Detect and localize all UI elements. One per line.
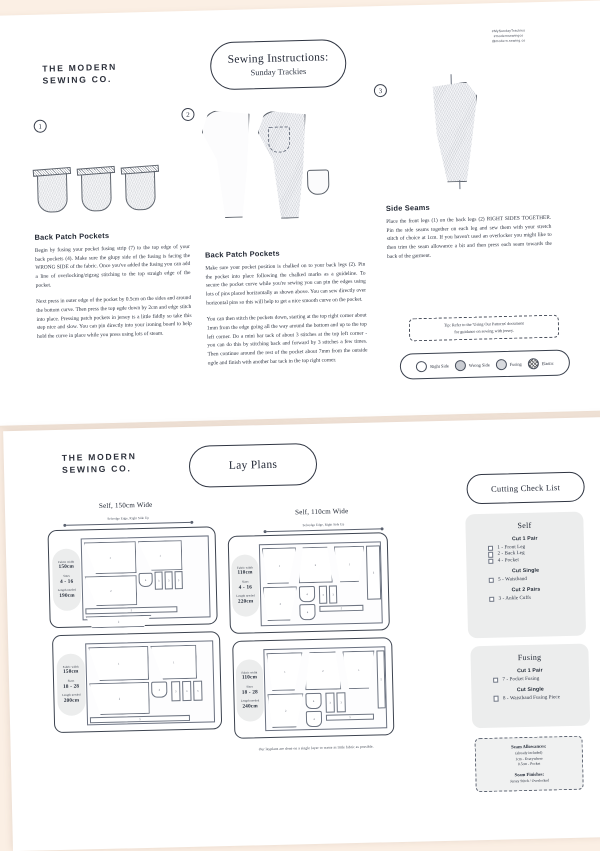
layplan-title: Lay Plans: [228, 458, 278, 472]
layplan-2-sizes-key: Sizes: [241, 579, 249, 584]
right-side-swatch-icon: [416, 360, 427, 371]
layplan-4-length-value: 240cm: [242, 703, 258, 710]
fusing-band-a: [33, 167, 71, 177]
pattern-piece-1f: 3: [164, 571, 172, 589]
fabric-legend: [400, 349, 571, 379]
layplan-3-length-group: [62, 694, 81, 705]
checklist-title-pill: [466, 472, 585, 505]
legend-item-fusing: [496, 358, 522, 370]
title-pill: [210, 39, 347, 90]
layplan-3-sizes-group: [63, 679, 79, 690]
legend-item-elastic: [528, 357, 554, 369]
layplan-panel-3: [52, 631, 222, 733]
pattern-piece-2i: 5: [319, 605, 363, 612]
checkbox-icon[interactable]: [488, 559, 494, 565]
checklist-item-label: 1 - Front Leg: [497, 544, 526, 551]
layplan-4-sizes-group: [242, 685, 258, 696]
layplan-brand-line-1: THE MODERN: [61, 451, 137, 463]
layplan-1-length-key: Length needed: [57, 587, 77, 593]
checkbox-icon[interactable]: [488, 552, 494, 558]
fabric-heading-150: Self, 150cm Wide: [98, 500, 153, 511]
checklist-item-label: 8 - Waistband Fusing Piece: [502, 694, 561, 702]
layplan-2-width-value: 110cm: [237, 569, 253, 577]
layplan-1-length-group: [58, 589, 77, 600]
detached-pocket-piece: [307, 169, 330, 195]
checklist-item[interactable]: [489, 594, 585, 602]
pattern-piece-4a: 1: [266, 652, 303, 691]
document-title: Sewing Instructions:: [227, 51, 329, 66]
selvedge-label-150: Selvedge Edge, Right Side Up: [107, 515, 150, 521]
column-3-paragraph-1: Place the front legs (1) on the back legs (2) RIGHT SIDES TOGETHER. Pin the side seams together on each leg and sew them with your stretch stitch of choice at 1cm. If you haven't used an overlocker you might like to then trim the seam allowance a bit and then press each seam towards the back of the garment.: [386, 214, 552, 260]
layplan-3-width-value: 150cm: [63, 668, 79, 676]
brand-logo: [42, 61, 117, 88]
checklist-subtitle-fusing-1: Cut 1 Pair: [517, 667, 543, 675]
seam-marker-top: [451, 74, 452, 84]
social-line-2: #modernsewingco: [493, 33, 524, 39]
fusing-band-b: [77, 166, 115, 176]
pattern-piece-2g: 3: [319, 586, 327, 604]
document-subtitle: Sunday Trackies: [250, 66, 307, 78]
layplan-4-width-group: [241, 671, 257, 681]
pattern-piece-3h: 5: [90, 715, 190, 723]
pocket-illustration-b: [81, 171, 112, 212]
selvedge-group-150: [63, 515, 193, 527]
fabric-outline-4: [263, 646, 387, 731]
fabric-outline-3: [85, 640, 215, 725]
checklist-item[interactable]: [494, 694, 590, 702]
step-1-label: 1: [38, 122, 43, 131]
legend-item-wrong-side: [455, 359, 490, 371]
pattern-piece-3g: 3: [193, 681, 202, 701]
pattern-piece-4i: 5: [326, 714, 374, 721]
text-column-3: [386, 200, 553, 269]
layplan-title-pill: [189, 443, 318, 488]
pattern-piece-3a: 1: [88, 646, 149, 681]
selvedge-group-110: [263, 521, 383, 533]
checkbox-icon[interactable]: [489, 597, 495, 603]
pattern-piece-4b: 2: [304, 651, 341, 690]
layplan-panel-1: [47, 526, 217, 628]
layplan-info-1: [52, 548, 81, 611]
column-1-heading: Back Patch Pockets: [34, 230, 110, 242]
column-2-heading: Back Patch Pockets: [204, 248, 280, 260]
pattern-piece-2a: 1: [262, 547, 297, 584]
pattern-piece-4c: 1: [342, 651, 375, 690]
fabric-outline-1: [81, 535, 211, 624]
layplan-2-length-value: 220cm: [237, 598, 254, 605]
checklist-item[interactable]: [489, 576, 585, 584]
layplan-3-width-group: [63, 665, 79, 675]
pattern-piece-1i: 2: [86, 615, 152, 629]
layplan-1-width-key: Fabric width: [58, 559, 75, 564]
layplan-2-length-key: Length needed: [236, 593, 255, 598]
layplan-brand-line-2: SEWING CO.: [61, 463, 132, 476]
step-3-label: 3: [378, 86, 383, 95]
tip-box: [409, 315, 560, 342]
column-3-heading: Side Seams: [385, 202, 431, 213]
checkbox-icon[interactable]: [493, 677, 499, 683]
checklist-panel-self: [465, 512, 586, 639]
column-1-paragraph-1: Begin by fusing your pocket fusing strip (7) to the top edge of your back pockets (4). Make sure the glupy side of the fusing is facing the WRONG SIDE of the fabric. Once you've added the fusing you can add a line of overlocking/zigzag stitching to the top straigh edge of the pocket.: [34, 243, 191, 289]
elastic-swatch-icon: [528, 358, 539, 369]
social-line-3: @modern.sewing.co: [491, 38, 526, 44]
layplan-1-sizes-group: [60, 575, 74, 585]
seam-allowances-line-2: 0.5cm - Pocket: [517, 761, 541, 767]
legend-label-right-side: Right Side: [430, 362, 449, 369]
rule-bar-150: [66, 522, 190, 526]
column-2-paragraph-2: You can then stitch the pockets down, starting at the top right corner about 1mm from the edge going all the way around the bottom and up to the top left corner. Do a mini bar tack of about 3 stitches at the top left corner - you can do this by stitching back and forward by 3 stitches a few times. Then continue around the rest of the pocket about 7mm from the outside ogde and finish with another bar tack in the top right corner.: [206, 312, 368, 367]
pattern-piece-1b: 2: [85, 575, 138, 606]
back-leg-piece-left: [201, 109, 252, 218]
layplan-4-length-group: [241, 699, 260, 710]
seam-finishes-title: Seam Finishes:: [514, 771, 545, 777]
layplan-1-width-group: [58, 560, 74, 570]
joined-leg-piece: [429, 82, 480, 183]
text-column-2: [205, 247, 368, 376]
layplan-sheet: [3, 417, 600, 851]
rule-bar-110: [267, 528, 381, 531]
layplan-4-width-value: 110cm: [241, 674, 258, 682]
legend-label-elastic: Elastic: [541, 360, 554, 366]
pattern-piece-4h: 3: [336, 692, 345, 712]
step-number-3: [374, 84, 387, 97]
pattern-piece-1a: 1: [84, 541, 137, 574]
layplan-brand-logo: [62, 450, 137, 477]
brand-line-1: THE MODERN: [42, 61, 118, 74]
pocket-illustration-c: [125, 170, 156, 211]
social-line-1: #MySundayTrackies: [491, 28, 526, 34]
column-1-paragraph-2: Next press in outer edge of the pocket by 0.5cm on the sides and around the bottom curve. Then press the top egde down by 2cm and edge stitch into place. Pressing patch pockets in jersey is a little fiddly so take this step nice and slow. You can pin directly into your ironing board to help hold the curve in place while you press using lots of steam.: [36, 295, 192, 340]
tip-line-1: Tip: Refer to the 'Using Our Patterns' document: [443, 320, 524, 328]
pocket-placement-guide: [268, 126, 291, 153]
pattern-piece-4g: 3: [325, 693, 334, 713]
layplan-1-width-value: 150cm: [58, 564, 75, 571]
seam-allowances-line-1: 1cm - Everywhere: [515, 756, 543, 761]
layplan-panel-4: [232, 637, 394, 739]
seam-finishes-line-1: Jersey Stitch / Overlocked: [510, 778, 549, 784]
layplan-info-4: [236, 659, 264, 722]
layplan-4-length-key: Length needed: [240, 698, 260, 703]
checklist-subtitle-self-3: Cut 2 Pairs: [511, 586, 541, 594]
pattern-piece-1h: 5: [85, 606, 177, 614]
seam-allowances-sub: (already included): [515, 750, 543, 756]
pattern-piece-3d: 4: [151, 681, 167, 697]
fusing-band-c: [121, 165, 159, 175]
checklist-item-label: 7 - Pocket Fusing: [502, 676, 540, 683]
checklist-section-title-fusing: Fusing: [517, 652, 542, 663]
pattern-piece-2b: 2: [298, 547, 333, 584]
layplan-footnote: Our layplans are done on a single layer to waste as little fabric as possible.: [258, 744, 374, 752]
pattern-piece-4e: 4: [305, 693, 321, 709]
layplan-1-sizes-value: 4 - 16: [59, 578, 74, 585]
pattern-piece-4j: 5: [376, 650, 385, 708]
checklist-subtitle-self-1: Cut 1 Pair: [511, 535, 538, 543]
pattern-piece-3f: 3: [182, 681, 191, 701]
fabric-outline-2: [259, 541, 383, 626]
pattern-piece-4f: 4: [306, 711, 322, 727]
pattern-piece-3e: 3: [171, 681, 180, 701]
pattern-piece-1c: 1: [138, 540, 183, 571]
checklist-item[interactable]: [488, 557, 584, 565]
pattern-piece-1e: 3: [154, 572, 162, 590]
layplan-1-sizes-key: Sizes: [63, 573, 70, 578]
notes-box: [475, 736, 584, 793]
illustration-side-seams: [422, 71, 495, 191]
pattern-piece-3b: 2: [89, 682, 150, 715]
checklist-subtitle-self-2: Cut Single: [511, 568, 540, 575]
checkbox-icon[interactable]: [494, 696, 500, 702]
checklist-title: Cutting Check List: [490, 482, 561, 494]
layplan-3-length-value: 200cm: [63, 697, 80, 704]
illustration-back-legs: [201, 107, 354, 216]
checklist-item-label: 5 - Waistband: [498, 577, 528, 583]
layplan-panel-2: [228, 532, 390, 634]
step-number-2: [181, 108, 194, 121]
checkbox-icon[interactable]: [488, 545, 494, 551]
checkbox-icon[interactable]: [489, 578, 495, 584]
seam-allowances-title: Seam Allowances:: [510, 743, 547, 750]
brand-line-2: SEWING CO.: [42, 74, 113, 87]
rule-cap-right-110: [380, 527, 383, 530]
layplan-3-length-key: Length needed: [62, 692, 81, 697]
layplan-info-2: [231, 554, 259, 617]
pattern-piece-3c: 1: [150, 645, 197, 680]
column-2-paragraph-1: Make sure your pocket position is chalked on to your back legs (2). Pin the pocket into place following the chalked marks as a guideline. To secure the pocket curve while you're sewing you can pin the edges using lots of pins placed horizontally as shown above. You can sew directly over horizontal pins so this will help to get a nice smooth curve on the pocket.: [205, 261, 367, 307]
layplan-4-width-key: Fabric width: [241, 670, 258, 675]
text-column-1: [34, 229, 192, 349]
pattern-piece-1g: 3: [174, 571, 182, 589]
layplan-2-sizes-group: [239, 580, 253, 590]
pattern-piece-2h: 3: [329, 585, 337, 603]
selvedge-label-110: Selvedge Edge, Right Side Up: [302, 522, 345, 528]
layplan-2-length-group: [236, 594, 255, 605]
legend-item-right-side: [416, 360, 449, 372]
checklist-panel-fusing: [470, 644, 590, 729]
pattern-piece-2d: 2: [263, 586, 298, 621]
layplan-4-sizes-key: Sizes: [246, 684, 254, 689]
pattern-piece-4d: 2: [267, 693, 304, 728]
layplan-2-width-key: Fabric width: [236, 565, 253, 570]
fusing-swatch-icon: [496, 358, 507, 369]
checklist-item-label: 4 - Pocket: [497, 558, 520, 564]
pocket-illustration-a: [37, 172, 68, 213]
layplan-2-width-group: [237, 566, 253, 576]
pattern-piece-1d: 4: [139, 573, 153, 587]
pattern-piece-2e: 4: [299, 586, 315, 602]
layplan-3-sizes-value: 18 - 28: [63, 683, 80, 690]
step-2-label: 2: [186, 110, 190, 119]
fabric-heading-110: Self, 110cm Wide: [295, 507, 349, 517]
checklist-subtitle-fusing-2: Cut Single: [516, 686, 545, 694]
checklist-item[interactable]: [493, 675, 589, 683]
checklist-item-label: 3 - Ankle Cuffs: [498, 595, 532, 602]
rule-cap-right-150: [190, 520, 193, 523]
layplan-info-3: [56, 653, 85, 716]
checklist-item-label: 2 - Back Leg: [497, 551, 525, 558]
tip-line-2: for guidance on sewing with jersey.: [454, 327, 514, 335]
step-number-1: [34, 120, 47, 133]
social-handles: [473, 28, 543, 45]
layplan-1-length-value: 190cm: [59, 592, 75, 599]
legend-label-wrong-side: Wrong Side: [468, 361, 490, 368]
pattern-piece-2f: 4: [299, 604, 315, 620]
checklist-section-title-self: Self: [517, 520, 532, 531]
wrong-side-swatch-icon: [455, 360, 466, 371]
illustration-patch-pockets: [31, 159, 182, 221]
pattern-piece-2j: 5: [366, 545, 381, 599]
legend-label-fusing: Fusing: [509, 361, 522, 367]
layplan-3-width-key: Fabric width: [62, 664, 79, 669]
pattern-piece-2c: 1: [334, 546, 365, 583]
layplan-4-sizes-value: 18 - 28: [241, 688, 258, 696]
layplan-2-sizes-value: 4 - 16: [238, 583, 253, 591]
layplan-3-sizes-key: Sizes: [67, 678, 75, 683]
